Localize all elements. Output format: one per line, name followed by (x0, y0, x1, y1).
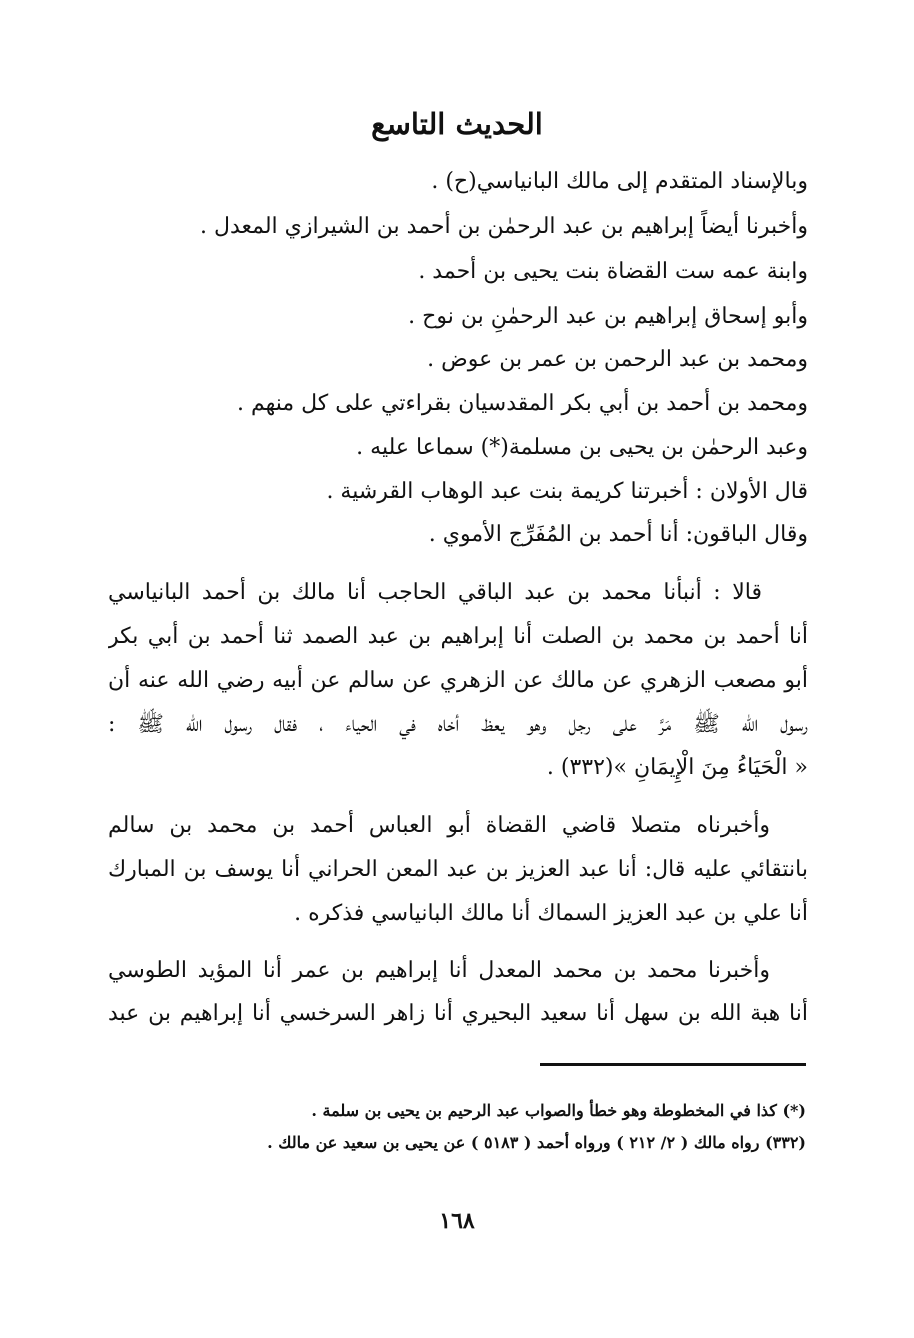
paragraph-line: أنا علي بن عبد العزيز السماك أنا مالك البانياسي فذكره . (294, 901, 808, 926)
chain-line: ومحمد بن أحمد بن أبي بكر المقدسيان بقراءتي على كل منهم . (236, 391, 808, 416)
paragraph-line: وأخبرنا محمد بن محمد المعدل أنا إبراهيم بن عمر أنا المؤيد الطوسي (108, 958, 770, 983)
paragraph-line: أنا أحمد بن محمد بن الصلت أنا إبراهيم بن عبد الصمد ثنا أحمد بن أبي بكر (108, 624, 808, 649)
page-title: الحديث التاسع (371, 107, 543, 141)
footnote: (٣٣٢) رواه مالك ( ٢/ ٢١٢ ) ورواه أحمد ( ٥١٨٣ ) عن يحيى بن سعيد عن مالك . (267, 1133, 806, 1152)
chain-line: ومحمد بن عبد الرحمن بن عمر بن عوض . (427, 347, 808, 372)
chain-line: وبالإسناد المتقدم إلى مالك البانياسي(ح) . (431, 169, 808, 194)
chain-line: وعبد الرحمٰن بن يحيى بن مسلمة(*) سماعا عليه . (356, 435, 808, 460)
paragraph-line: قالا : أنبأنا محمد بن عبد الباقي الحاجب أنا مالك بن أحمد البانياسي (108, 580, 762, 605)
chain-line: وقال الباقون: أنا أحمد بن المُفَرِّج الأموي . (428, 522, 808, 547)
paragraph-line: وأخبرناه متصلا قاضي القضاة أبو العباس أحمد بن محمد بن سالم (108, 813, 770, 838)
chain-line: وأخبرنا أيضاً إبراهيم بن عبد الرحمٰن بن أحمد بن الشيرازي المعدل . (199, 214, 808, 239)
paragraph-line: « الْحَيَاءُ مِنَ الْإِيمَانِ »(٣٣٢) . (546, 755, 808, 780)
paragraph-line: بانتقائي عليه قال: أنا عبد العزيز بن عبد المعن الحراني أنا يوسف بن المبارك (108, 857, 808, 882)
chain-line: وأبو إسحاق إبراهيم بن عبد الرحمٰنِ بن نوح . (408, 304, 808, 329)
footnote: (*) كذا في المخطوطة وهو خطأ والصواب عبد الرحيم بن يحيى بن سلمة . (311, 1101, 806, 1120)
page-number: ١٦٨ (439, 1208, 475, 1234)
chain-line: وابنة عمه ست القضاة بنت يحيى بن أحمد . (418, 259, 808, 284)
footnote-separator (540, 1063, 806, 1066)
paragraph-line: رسول الله ﷺ مَرَّ على رجل وهو يعظ أخاه في الحياء ، فقال رسول الله ﷺ : (108, 712, 808, 737)
paragraph-line: أنا هبة الله بن سهل أنا سعيد البحيري أنا زاهر السرخسي أنا إبراهيم بن عبد (108, 1001, 808, 1026)
chain-line: قال الأولان : أخبرتنا كريمة بنت عبد الوهاب القرشية . (326, 479, 808, 504)
paragraph-line: أبو مصعب الزهري عن مالك عن الزهري عن سالم عن أبيه رضي الله عنه أن (108, 668, 808, 693)
